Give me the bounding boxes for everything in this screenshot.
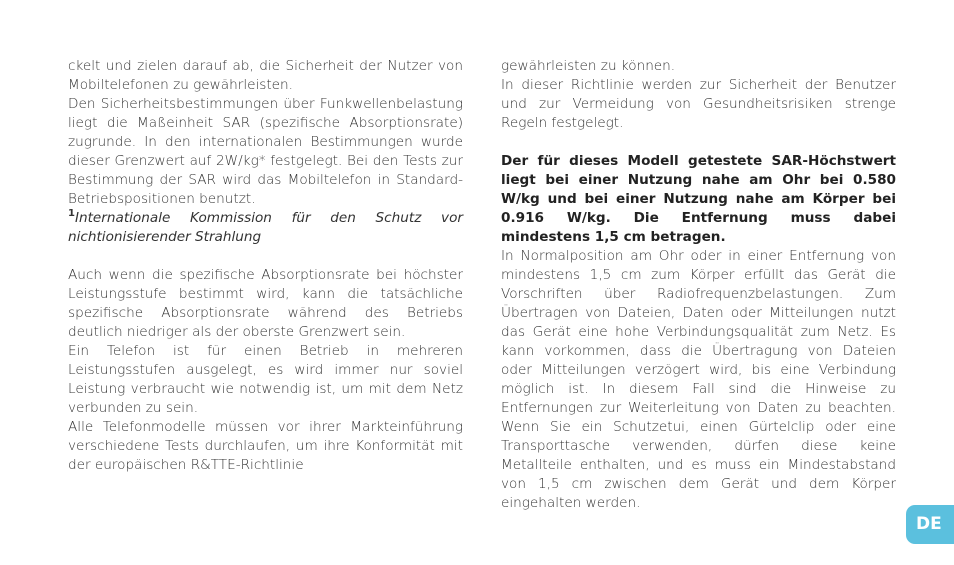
language-tab: DE: [906, 505, 954, 544]
footnote-text: Internationale Kommission für den Schutz vor nichtionisierender Strahlung: [68, 210, 463, 245]
paragraph-spacer: [501, 133, 896, 152]
footnote-marker: 1: [68, 208, 75, 219]
right-paragraph-1: gewährleisten zu können.: [501, 58, 676, 74]
left-paragraph-5: Alle Telefonmodelle müssen vor ihrer Markteinführung verschiedene Tests durchlaufen, um ihre Konformität mit der europäischen R&TTE-Richtlinie: [68, 419, 463, 473]
left-paragraph-4: Ein Telefon ist für einen Betrieb in mehreren Leistungsstufen ausgelegt, es wird immer nur soviel Leistung verbraucht wie notwendig ist, um mit dem Netz verbunden zu sein.: [68, 343, 463, 416]
footnote: [68, 209, 463, 247]
left-paragraph-1: ckelt und zielen darauf ab, die Sicherheit der Nutzer von Mobiltelefonen zu gewährleisten.: [68, 58, 463, 93]
right-column: [501, 57, 896, 513]
sar-value-statement: Der für dieses Modell getestete SAR-Höchstwert liegt bei einer Nutzung nahe am Ohr bei 0.580 W/kg und bei einer Nutzung nahe am Körper bei 0.916 W/kg. Die Entfernung muss dabei mindestens 1,5 cm betragen.: [501, 153, 896, 245]
right-paragraph-3: In Normalposition am Ohr oder in einer Entfernung von mindestens 1,5 cm zum Körper erfüllt das Gerät die Vorschriften über Radiofrequenzbelastungen. Zum Übertragen von Dateien, Daten oder Mitteilungen nutzt das Gerät eine hohe Verbindungsqualität zum Netz. Es kann vorkommen, dass die Übertragung von Dateien oder Mitteilungen verzögert wird, bis eine Verbindung möglich ist. In diesem Fall sind die Hinweise zu Entfernungen zur Weiterleitung von Daten zu beachten. Wenn Sie ein Schutzetui, einen Gürtelclip oder eine Transporttasche verwenden, dürfen diese keine Metallteile enthalten, und es muss ein Mindestabstand von 1,5 cm zwischen dem Gerät und dem Körper eingehalten werden.: [501, 248, 896, 511]
left-paragraph-2: Den Sicherheitsbestimmungen über Funkwellenbelastung liegt die Maßeinheit SAR (spezifische Absorptionsrate) zugrunde. In den internationalen Bestimmungen wurde dieser Grenzwert auf 2W/kg* festgelegt. Bei den Tests zur Bestimmung der SAR wird das Mobiltelefon in Standard-Betriebspositionen benutzt.: [68, 96, 463, 207]
right-paragraph-2: In dieser Richtlinie werden zur Sicherheit der Benutzer und zur Vermeidung von Gesundheitsrisiken strenge Regeln festgelegt.: [501, 77, 896, 131]
paragraph-spacer: [68, 247, 463, 266]
left-paragraph-3: Auch wenn die spezifische Absorptionsrate bei höchster Leistungsstufe bestimmt wird, kann die tatsächliche spezifische Absorptionsrate während des Betriebs deutlich niedriger als der oberste Grenzwert sein.: [68, 267, 463, 340]
left-column: [68, 57, 463, 475]
